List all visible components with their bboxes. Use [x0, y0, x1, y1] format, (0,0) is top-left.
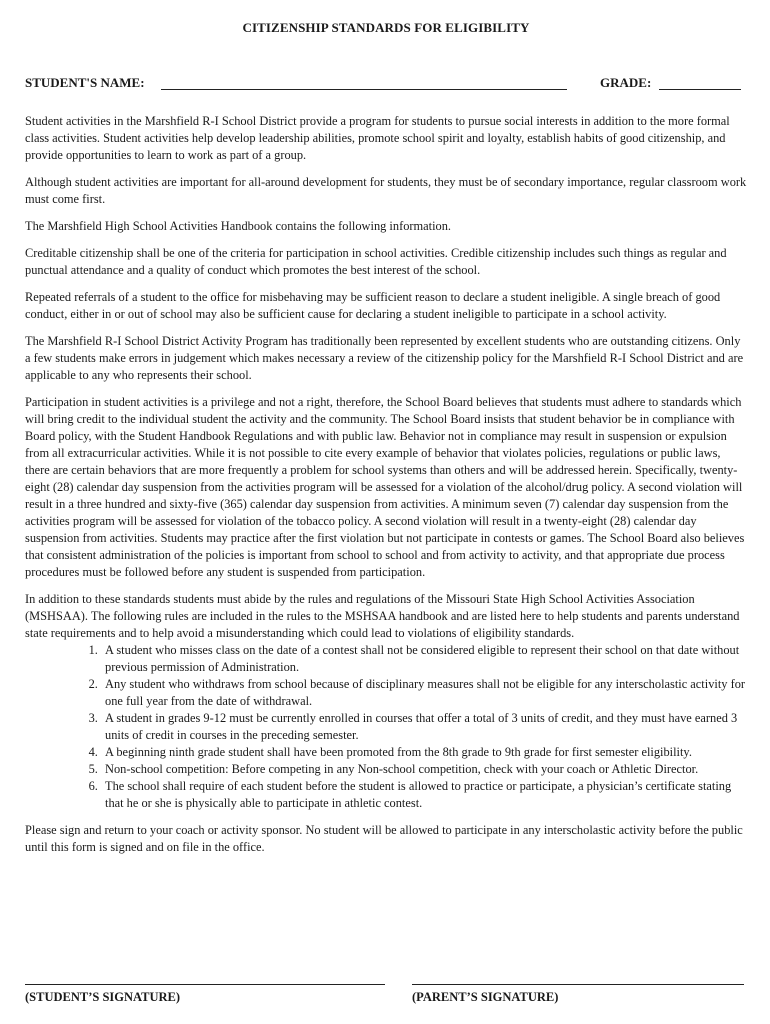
rule-item: 2. Any student who withdraws from school because of disciplinary measures shall not be eligible for any interscholastic activity for one full year from the date of withdrawal.	[101, 676, 747, 710]
student-name-label: STUDENT'S NAME:	[25, 75, 145, 90]
rule-item: 1. A student who misses class on the date of a contest shall not be considered eligible to represent their school on that date without previous permission of Administration.	[101, 642, 747, 676]
paragraph-referrals: Repeated referrals of a student to the office for misbehaving may be sufficient reason to declare a student ineligible. A single breach of good conduct, either in or out of school may also be sufficient cause for declaring a student ineligible to participate in a school activity.	[25, 290, 721, 321]
rule-item: 6. The school shall require of each student before the student is allowed to practice or participate, a physician’s certificate stating that he or she is physically able to participate in athletic contest.	[101, 778, 747, 812]
document-title: CITIZENSHIP STANDARDS FOR ELIGIBILITY	[242, 20, 530, 35]
student-name-field[interactable]	[161, 89, 567, 90]
parent-signature-block	[412, 984, 744, 1005]
mshsaa-rules-list	[25, 642, 747, 812]
parent-signature-label: (PARENT’S SIGNATURE)	[412, 990, 559, 1004]
paragraph-closing: Please sign and return to your coach or activity sponsor. No student will be allowed to participate in any interscholastic activity before the public until this form is signed and on file in the office.	[25, 823, 743, 854]
student-info-row	[25, 75, 747, 95]
parent-signature-field[interactable]	[412, 984, 744, 985]
document-body	[25, 113, 747, 866]
student-signature-field[interactable]	[25, 984, 385, 985]
rule-item: 4. A beginning ninth grade student shall have been promoted from the 8th grade to 9th grade for first semester eligibility.	[101, 744, 747, 761]
paragraph-mshsaa: In addition to these standards students must abide by the rules and regulations of the Missouri State High School Activities Association (MSHSAA). The following rules are included in the rules to the MSHSAA handbook and are listed here to help students and parents understand state requirements and to help avoid a misunderstanding which could lead to violations of eligibility standards.	[25, 592, 740, 640]
student-signature-block	[25, 984, 385, 1005]
paragraph-tradition: The Marshfield R-I School District Activity Program has traditionally been represented by excellent students who are outstanding citizens. Only a few students make errors in judgement which makes necessary a review of the citizenship policy for the Marshfield R-I School District and are applicable to any who represents their school.	[25, 334, 744, 382]
grade-field[interactable]	[659, 89, 741, 90]
paragraph-handbook: The Marshfield High School Activities Handbook contains the following information.	[25, 219, 452, 233]
rule-item: 3. A student in grades 9-12 must be currently enrolled in courses that offer a total of 3 units of credit, and they must have earned 3 units of credit in courses in the preceding semester.	[101, 710, 747, 744]
paragraph-intro: Student activities in the Marshfield R-I School District provide a program for students to pursue social interests in addition to the more formal class activities. Student activities help develop leadership abilities, promote school spirit and loyalty, establish habits of good citizenship, and provide opportunities to learn to work as part of a group.	[25, 114, 730, 162]
student-signature-label: (STUDENT’S SIGNATURE)	[25, 990, 181, 1004]
signature-row	[25, 984, 747, 1020]
rule-item: 5. Non-school competition: Before competing in any Non-school competition, check with your coach or Athletic Director.	[101, 761, 747, 778]
paragraph-board-policy: Participation in student activities is a privilege and not a right, therefore, the School Board believes that students must adhere to standards which will bring credit to the individual student the activity and the community. The School Board insists that student behavior be in compliance with Board policy, with the Student Handbook Regulations and with public law. Behavior not in compliance may result in suspension or expulsion from all extracurricular activities. While it is not possible to cite every example of behavior that violates policies, regulations or public laws, there are certain behaviors that are more frequently a problem for school systems than others and will be addressed herein. Specifically, twenty-eight (28) calendar day suspension from the activities program will be assessed for a violation of the alcohol/drug policy. A second violation will result in a three hundred and sixty-five (365) calendar day suspension from activities. A minimum seven (7) calendar day suspension from the activities program will be assessed for violation of the tobacco policy. A second violation will result in a twenty-eight (28) calendar day suspension from activities. Students may practice after the first violation but not participate in contests or games. The School Board also believes that consistent administration of the policies is important from school to school and from activity to activity, and that appropriate due process procedures must be followed before any student is suspended from participation.	[25, 395, 745, 579]
grade-label: GRADE:	[600, 75, 652, 90]
paragraph-citizenship-criteria: Creditable citizenship shall be one of the criteria for participation in school activities. Credible citizenship includes such things as regular and punctual attendance and a quality of conduct which promotes the best interest of the school.	[25, 246, 727, 277]
paragraph-priority: Although student activities are important for all-around development for students, they must be of secondary importance, regular classroom work must come first.	[25, 175, 747, 206]
